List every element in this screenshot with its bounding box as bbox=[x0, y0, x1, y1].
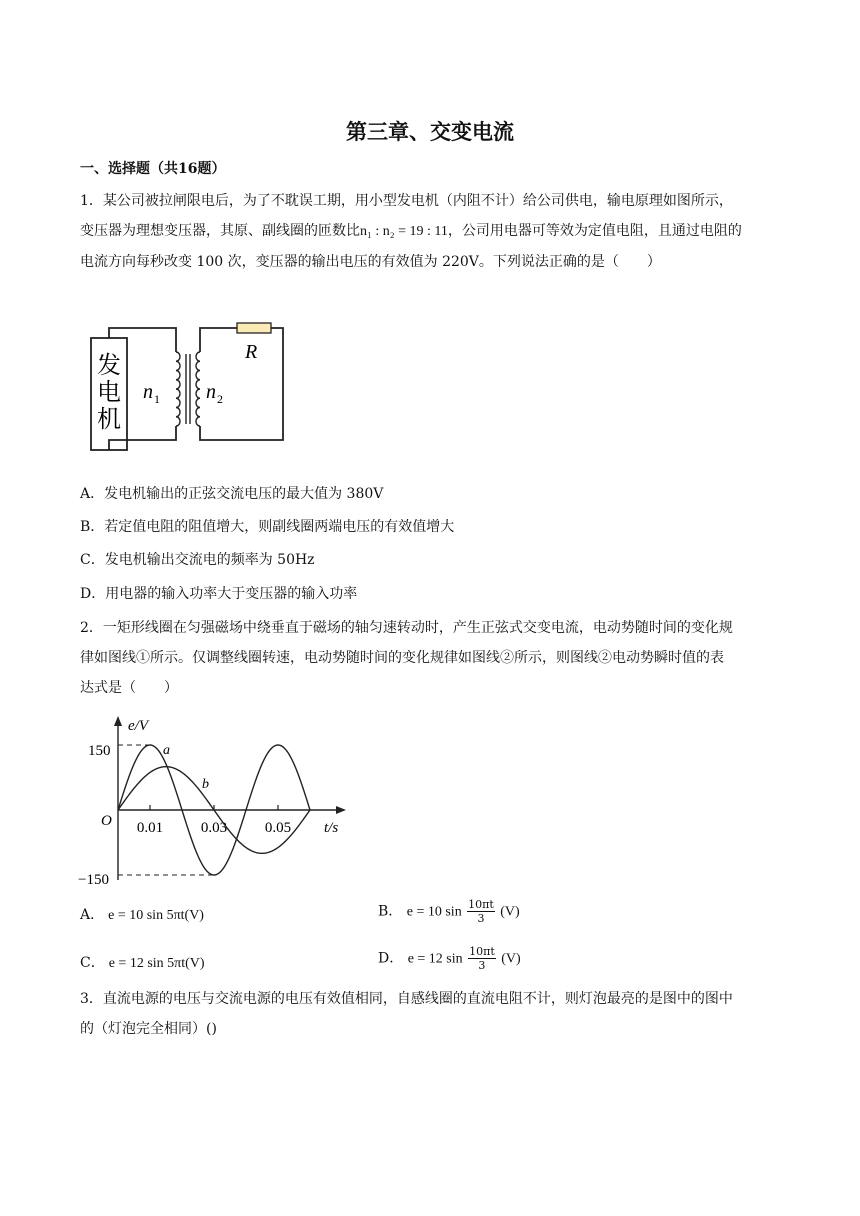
turns-ratio: n₁ : n₂ = 19 : 11 bbox=[360, 224, 448, 239]
q2-option-d[interactable]: D． e = 12 sin $\frac{10\pi t}{3}$ (V) bbox=[378, 945, 521, 972]
q1-option-a[interactable]: A．发电机输出的正弦交流电压的最大值为 380V bbox=[80, 486, 384, 502]
generator-char-2: 电 bbox=[97, 380, 121, 406]
fraction: $\frac{10\pi t}{3}$ bbox=[469, 945, 495, 972]
q2-stem bbox=[80, 613, 785, 703]
fraction: $\frac{10\pi t}{3}$ bbox=[468, 898, 494, 925]
n2-label: n bbox=[206, 381, 216, 403]
emf-time-chart bbox=[68, 712, 358, 892]
y-top-label: 150 bbox=[88, 743, 111, 759]
secondary-coil bbox=[196, 352, 200, 426]
q1-option-b[interactable]: B．若定值电阻的阻值增大，则副线圈两端电压的有效值增大 bbox=[80, 519, 455, 535]
y-bottom-label: −150 bbox=[78, 872, 109, 888]
y-axis-arrow bbox=[114, 716, 122, 726]
q3-line-2: 的（灯泡完全相同）() bbox=[80, 1021, 217, 1037]
primary-coil bbox=[176, 352, 180, 426]
x-axis-arrow bbox=[336, 806, 346, 814]
q2-line-2: 律如图线①所示。仅调整线圈转速，电动势随时间的变化规律如图线②所示，则图线②电动势瞬时值的表 bbox=[80, 650, 724, 666]
x-tick-label: 0.05 bbox=[264, 820, 292, 836]
q2-option-a[interactable]: A． e = 10 sin 5πt(V) bbox=[80, 907, 204, 923]
q1-option-c[interactable]: C．发电机输出交流电的频率为 50Hz bbox=[80, 552, 315, 568]
y-axis-label: e/V bbox=[128, 718, 148, 734]
x-axis-label: t/s bbox=[324, 820, 339, 836]
generator-char-1: 发 bbox=[97, 353, 121, 379]
q1-line-1: 1．某公司被拉闸限电后，为了不耽误工期，用小型发电机（内阻不计）给公司供电，输电原理如图所示， bbox=[80, 193, 733, 209]
q2-option-c[interactable]: C． e = 12 sin 5πt(V) bbox=[80, 955, 205, 971]
generator-char-3: 机 bbox=[97, 407, 121, 433]
transformer-circuit-figure bbox=[80, 318, 300, 458]
primary-wire-top bbox=[109, 328, 176, 352]
q1-stem bbox=[80, 186, 785, 277]
q1-line-3: 电流方向每秒改变 100 次，变压器的输出电压的有效值为 220V。下列说法正确的是（ ） bbox=[80, 254, 661, 270]
n1-subscript: 1 bbox=[154, 392, 160, 406]
x-tick-label: 0.03 bbox=[200, 820, 228, 836]
q1-option-d[interactable]: D．用电器的输入功率大于变压器的输入功率 bbox=[80, 586, 358, 602]
q2-line-1: 2．一矩形线圈在匀强磁场中绕垂直于磁场的轴匀速转动时，产生正弦式交变电流，电动势随时间的变化规 bbox=[80, 620, 733, 636]
q1-line-2: 变压器为理想变压器，其原、副线圈的匝数比n₁ : n₂ = 19 : 11，公司用电器可等效为定值电阻，且通过电阻的 bbox=[80, 223, 742, 239]
page-title: 第三章、交变电流 bbox=[346, 120, 514, 144]
resistor-label: R bbox=[245, 341, 258, 363]
resistor bbox=[237, 323, 271, 333]
n2-subscript: 2 bbox=[217, 392, 223, 406]
curve-b-label: b bbox=[202, 777, 209, 792]
origin-label: O bbox=[101, 813, 112, 829]
q3-line-1: 3．直流电源的电压与交流电源的电压有效值相同，自感线圈的直流电阻不计，则灯泡最亮的是图中的图中 bbox=[80, 991, 733, 1007]
curve-a-label: a bbox=[163, 743, 170, 758]
q3-stem bbox=[80, 984, 785, 1044]
n1-label: n bbox=[143, 381, 153, 403]
q2-line-3: 达式是（ ） bbox=[80, 680, 178, 696]
secondary-wire-left bbox=[200, 328, 237, 352]
section-heading: 一、选择题（共16题） bbox=[80, 161, 226, 177]
q2-option-b[interactable]: B． e = 10 sin $\frac{10\pi t}{3}$ (V) bbox=[378, 898, 520, 925]
x-tick-label: 0.01 bbox=[136, 820, 164, 836]
